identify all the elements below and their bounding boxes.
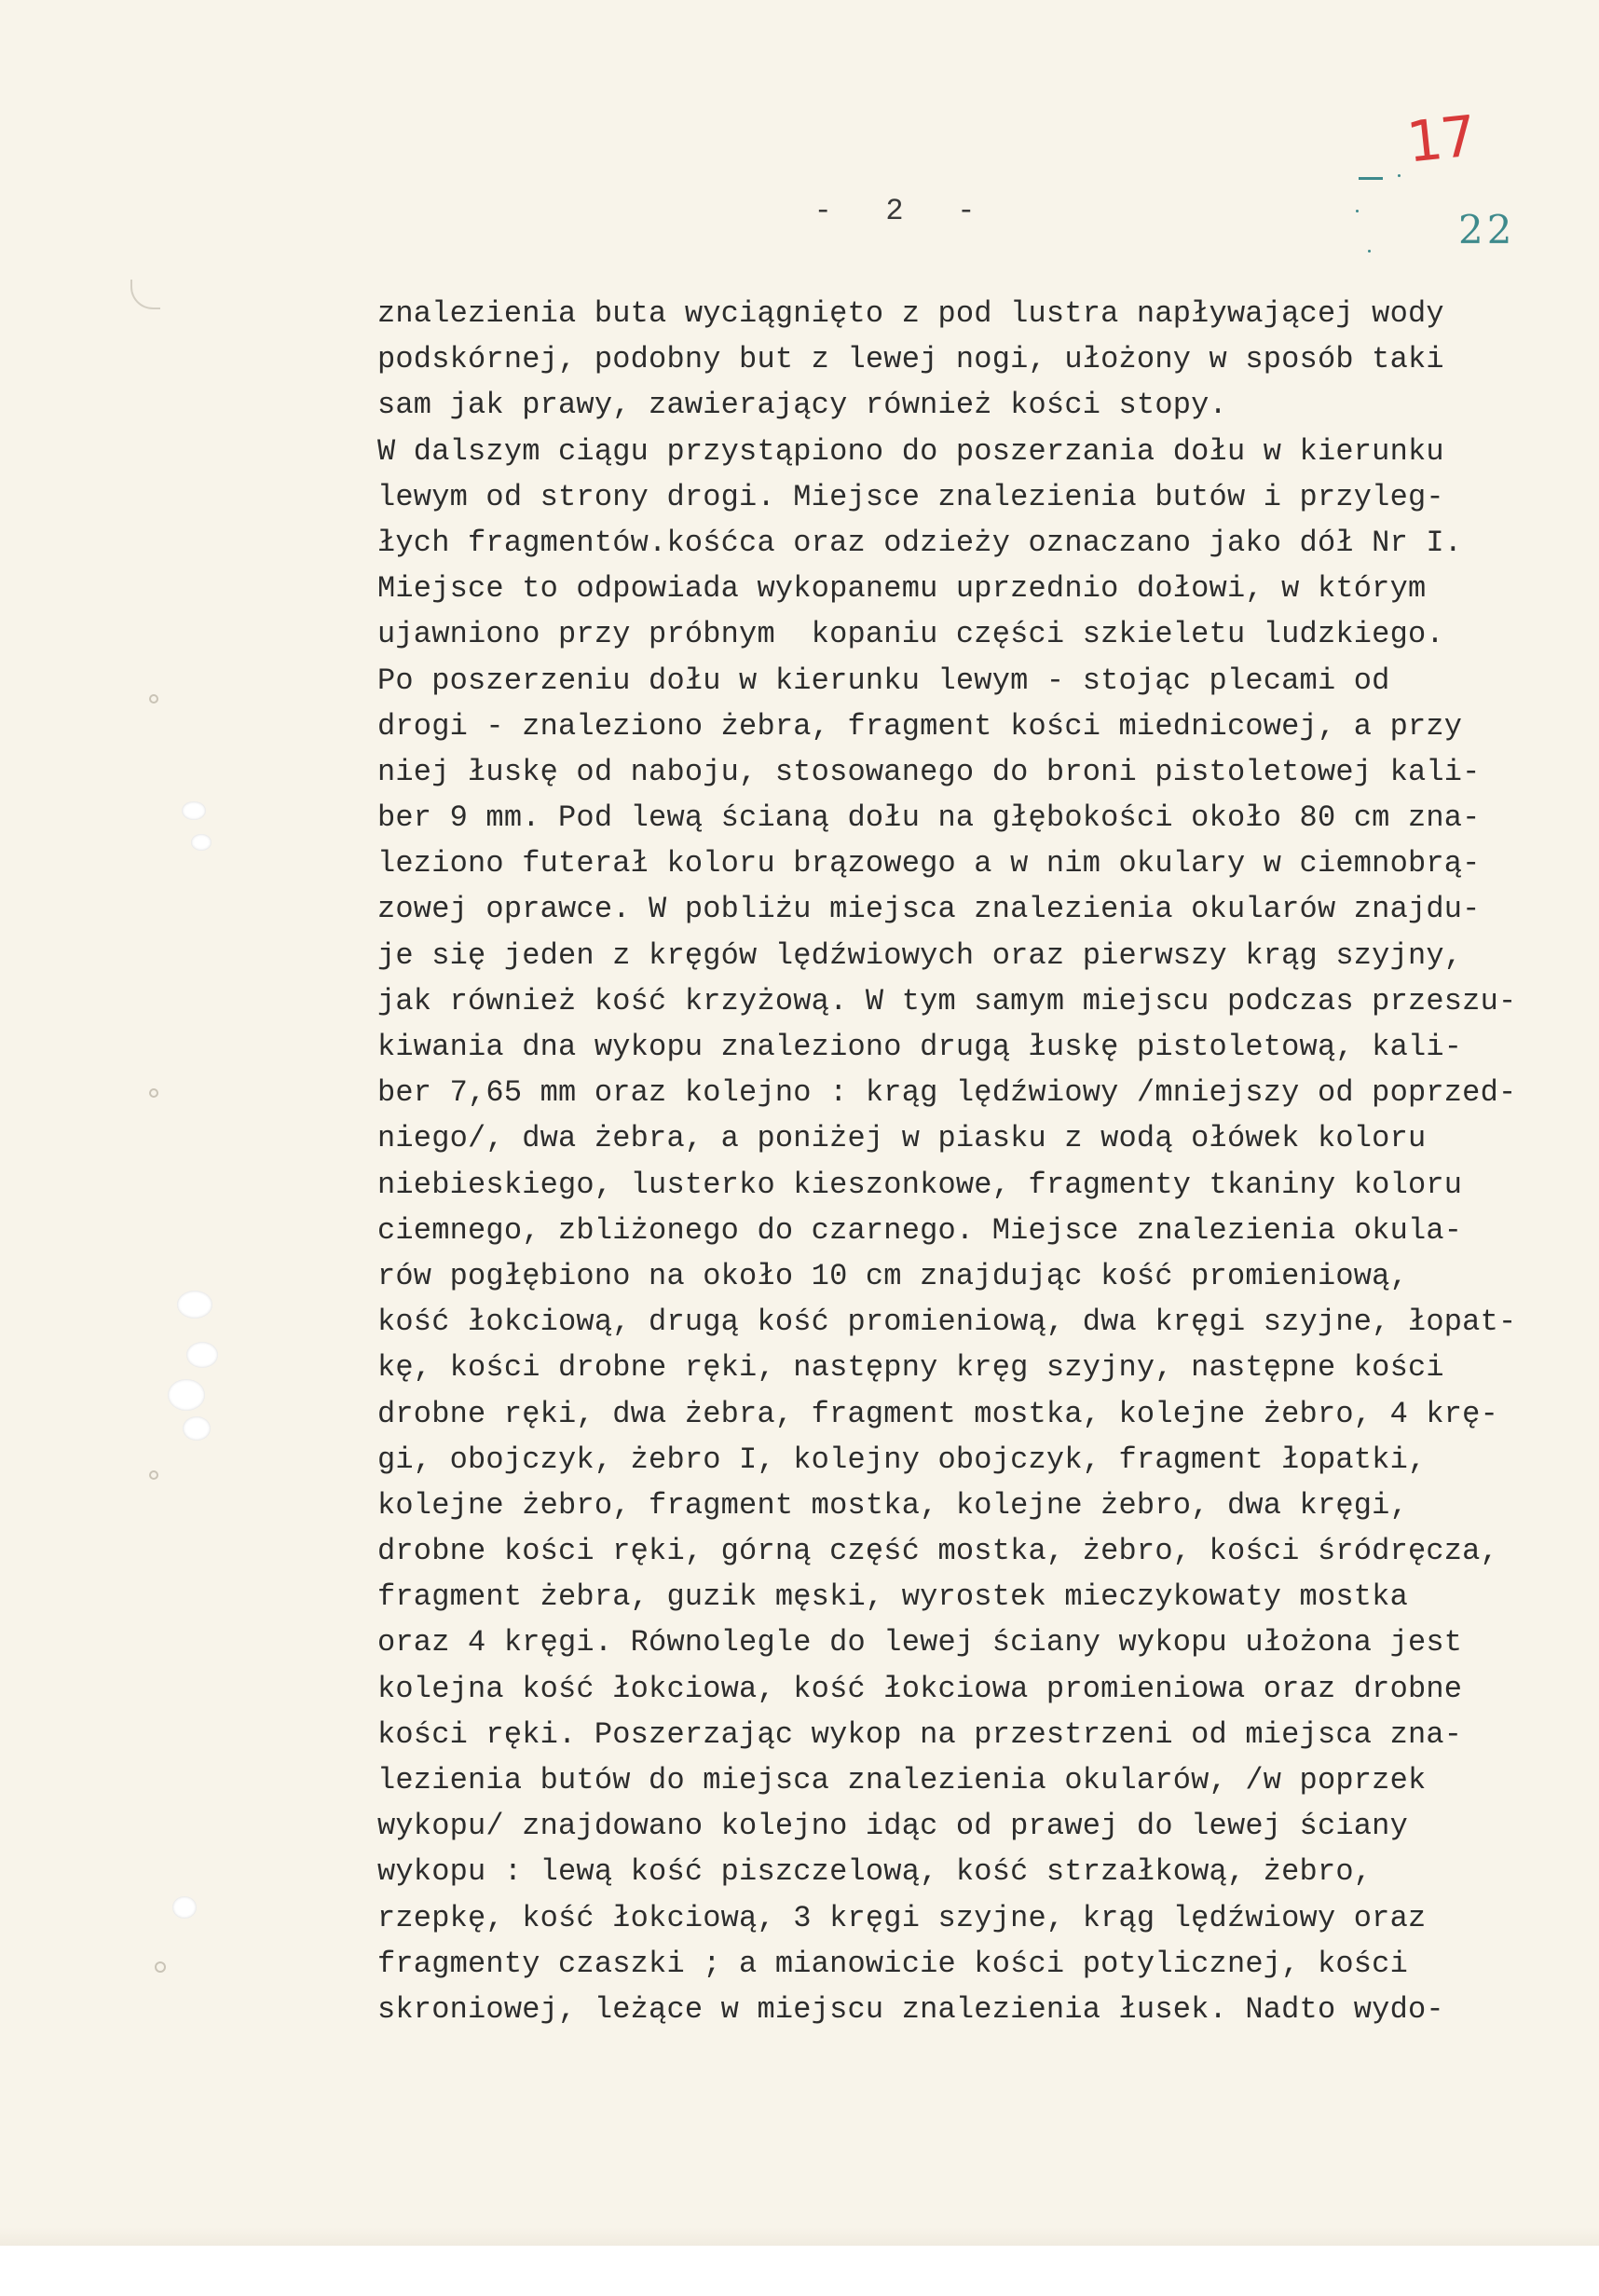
body-text-line: ujawniono przy próbnym kopaniu części szkieletu ludzkiego. (377, 617, 1444, 652)
body-text-line: je się jeden z kręgów lędźwiowych oraz pierwszy krąg szyjny, (377, 937, 1463, 973)
stamp-dot (1368, 250, 1371, 253)
margin-dot (155, 1961, 166, 1973)
page-number: - 2 - (813, 194, 976, 228)
body-text-line: kiwania dna wykopu znaleziono drugą łuskę pistoletową, kali- (377, 1030, 1463, 1064)
typewritten-body (377, 291, 1542, 2032)
body-text-line: Miejsce to odpowiada wykopanemu uprzednio dołowi, w którym (377, 571, 1427, 607)
body-text-line: fragmenty czaszki ; a mianowicie kości potylicznej, kości (377, 1946, 1408, 1981)
body-text-line: kę, kości drobne ręki, następny kręg szyjny, następne kości (377, 1350, 1444, 1386)
body-text-line: ber 9 mm. Pod lewą ścianą dołu na głębokości około 80 cm zna- (377, 800, 1481, 836)
punch-hole (182, 801, 206, 820)
body-text-line: niebieskiego, lusterko kieszonkowe, fragmenty tkaniny koloru (377, 1167, 1463, 1202)
paper-edge (0, 2227, 1599, 2246)
body-text-line: kolejna kość łokciowa, kość łokciowa promieniowa oraz drobne (377, 1671, 1463, 1706)
margin-dot (149, 1470, 158, 1480)
body-text-line: zowej oprawce. W pobliżu miejsca znalezienia okularów znajdu- (377, 892, 1481, 927)
body-text-line: znalezienia buta wyciągnięto z pod lustra napływającej wody (377, 296, 1444, 331)
body-text-line: skroniowej, leżące w miejscu znalezienia łusek. Nadto wydo- (377, 1991, 1444, 2027)
body-text-line: lewym od strony drogi. Miejsce znalezienia butów i przyleg- (377, 479, 1444, 514)
body-text-line: leziono futerał koloru brązowego a w nim okulary w ciemnobrą- (377, 846, 1481, 882)
body-text-line: oraz 4 kręgi. Równolegle do lewej ściany wykopu ułożona jest (377, 1625, 1463, 1660)
body-text-line: rów pogłębiono na około 10 cm znajdując kość promieniową, (377, 1258, 1408, 1293)
body-text-line: ciemnego, zbliżonego do czarnego. Miejsce znalezienia okula- (377, 1212, 1463, 1248)
body-text-line: ber 7,65 mm oraz kolejno : krąg lędźwiowy /mniejszy od poprzed- (377, 1075, 1517, 1111)
body-text-line: gi, obojczyk, żebro I, kolejny obojczyk, fragment łopatki, (377, 1442, 1427, 1477)
body-text-line: W dalszym ciągu przystąpiono do poszerzania dołu w kierunku (377, 433, 1444, 469)
body-text-line: łych fragmentów.kośćca oraz odzieży oznaczano jako dół Nr I. (377, 525, 1463, 560)
body-text-line: Po poszerzeniu dołu w kierunku lewym - stojąc plecami od (377, 663, 1390, 698)
stamp-page-number: 22 (1458, 207, 1516, 253)
body-text-line: drobne ręki, dwa żebra, fragment mostka, kolejne żebro, 4 krę- (377, 1396, 1498, 1431)
body-text-line: sam jak prawy, zawierający również kości stopy. (377, 388, 1227, 423)
stamp-dash (1359, 177, 1383, 180)
body-text-line: niej łuskę od naboju, stosowanego do broni pistoletowej kali- (377, 754, 1481, 789)
punch-hole (177, 1291, 212, 1319)
body-text-line: kolejne żebro, fragment mostka, kolejne żebro, dwa kręgi, (377, 1487, 1408, 1523)
body-text-line: drobne kości ręki, górną część mostka, żebro, kości śródręcza, (377, 1534, 1498, 1569)
punch-hole (191, 834, 212, 851)
punch-hole (186, 1342, 218, 1368)
handwritten-archive-number: 17 (1403, 103, 1478, 176)
punch-hole (172, 1896, 197, 1919)
body-text-line: fragment żebra, guzik męski, wyrostek mieczykowaty mostka (377, 1579, 1408, 1615)
body-text-line: drogi - znaleziono żebra, fragment kości miednicowej, a przy (377, 708, 1463, 744)
body-text-line: wykopu/ znajdowano kolejno idąc od prawej do lewej ściany (377, 1809, 1408, 1844)
punch-hole (183, 1416, 211, 1441)
body-text-line: podskórnej, podobny but z lewej nogi, ułożony w sposób taki (377, 342, 1444, 377)
stamp-dot (1356, 210, 1359, 212)
body-text-line: rzepkę, kość łokciową, 3 kręgi szyjne, krąg lędźwiowy oraz (377, 1900, 1427, 1935)
margin-dot (149, 1088, 158, 1098)
body-text-line: kości ręki. Poszerzając wykop na przestrzeni od miejsca zna- (377, 1716, 1463, 1752)
body-text-line: lezienia butów do miejsca znalezienia okularów, /w poprzek (377, 1763, 1427, 1797)
stamp-dot (1398, 174, 1401, 177)
body-text-line: wykopu : lewą kość piszczelową, kość strzałkową, żebro, (377, 1854, 1373, 1890)
body-text-line: jak również kość krzyżową. W tym samym miejscu podczas przeszu- (377, 983, 1517, 1018)
punch-hole (168, 1379, 205, 1411)
body-text-line: kość łokciową, drugą kość promieniową, dwa kręgi szyjne, łopat- (377, 1305, 1517, 1340)
body-text-line: niego/, dwa żebra, a poniżej w piasku z wodą ołówek koloru (377, 1121, 1427, 1156)
margin-dot (149, 694, 158, 704)
